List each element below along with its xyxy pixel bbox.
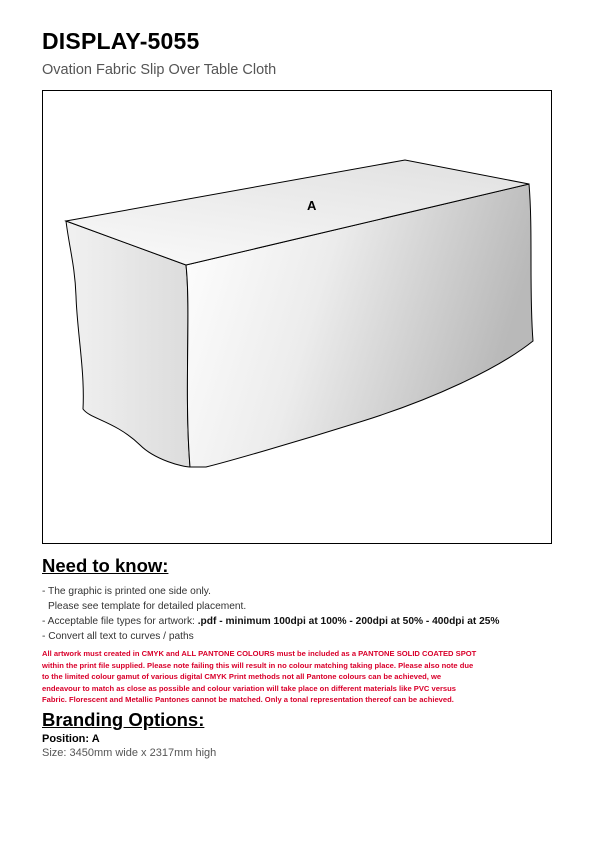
product-subtitle: Ovation Fabric Slip Over Table Cloth [42,62,277,78]
product-code-title: DISPLAY-5055 [42,28,200,54]
warning-line: endeavour to match as close as possible and colour variation will take place on different materials like PVC versus [42,683,457,693]
note-placement: Please see template for detailed placement. [48,601,247,612]
need-to-know-heading: Need to know: [42,555,169,576]
note-curves: - Convert all text to curves / paths [42,631,194,642]
branding-position-marker: A [307,198,317,213]
branding-position-label: Position: A [42,733,100,745]
note-file-types [42,614,499,629]
branding-size: Size: 3450mm wide x 2317mm high [42,747,217,759]
warning-line: within the print file supplied. Please note failing this will result in no colour matching taking place. Please also note due [42,660,474,670]
note-file-types-value: .pdf - minimum 100dpi at 100% - 200dpi at 50% - 400dpi at 25% [197,616,500,627]
warning-line: All artwork must created in CMYK and ALL PANTONE COLOURS must be included as a PANTONE SOLID COATED SPOT [42,649,477,658]
table-cloth-illustration [43,91,553,545]
branding-options-heading: Branding Options: [42,709,205,730]
warning-line: to the limited colour gamut of various digital CMYK Print methods not all Pantone colours can be achieved, we [42,672,442,681]
colour-warning-notice [42,648,552,706]
warning-line: Fabric. Florescent and Metallic Pantones cannot be matched. Only a tonal representation thereof can be achieved. [42,695,454,704]
note-file-types-label: - Acceptable file types for artwork: [42,616,198,627]
product-illustration-frame [42,90,552,544]
need-to-know-notes [42,584,499,644]
note-print-side: - The graphic is printed one side only. [42,586,211,597]
